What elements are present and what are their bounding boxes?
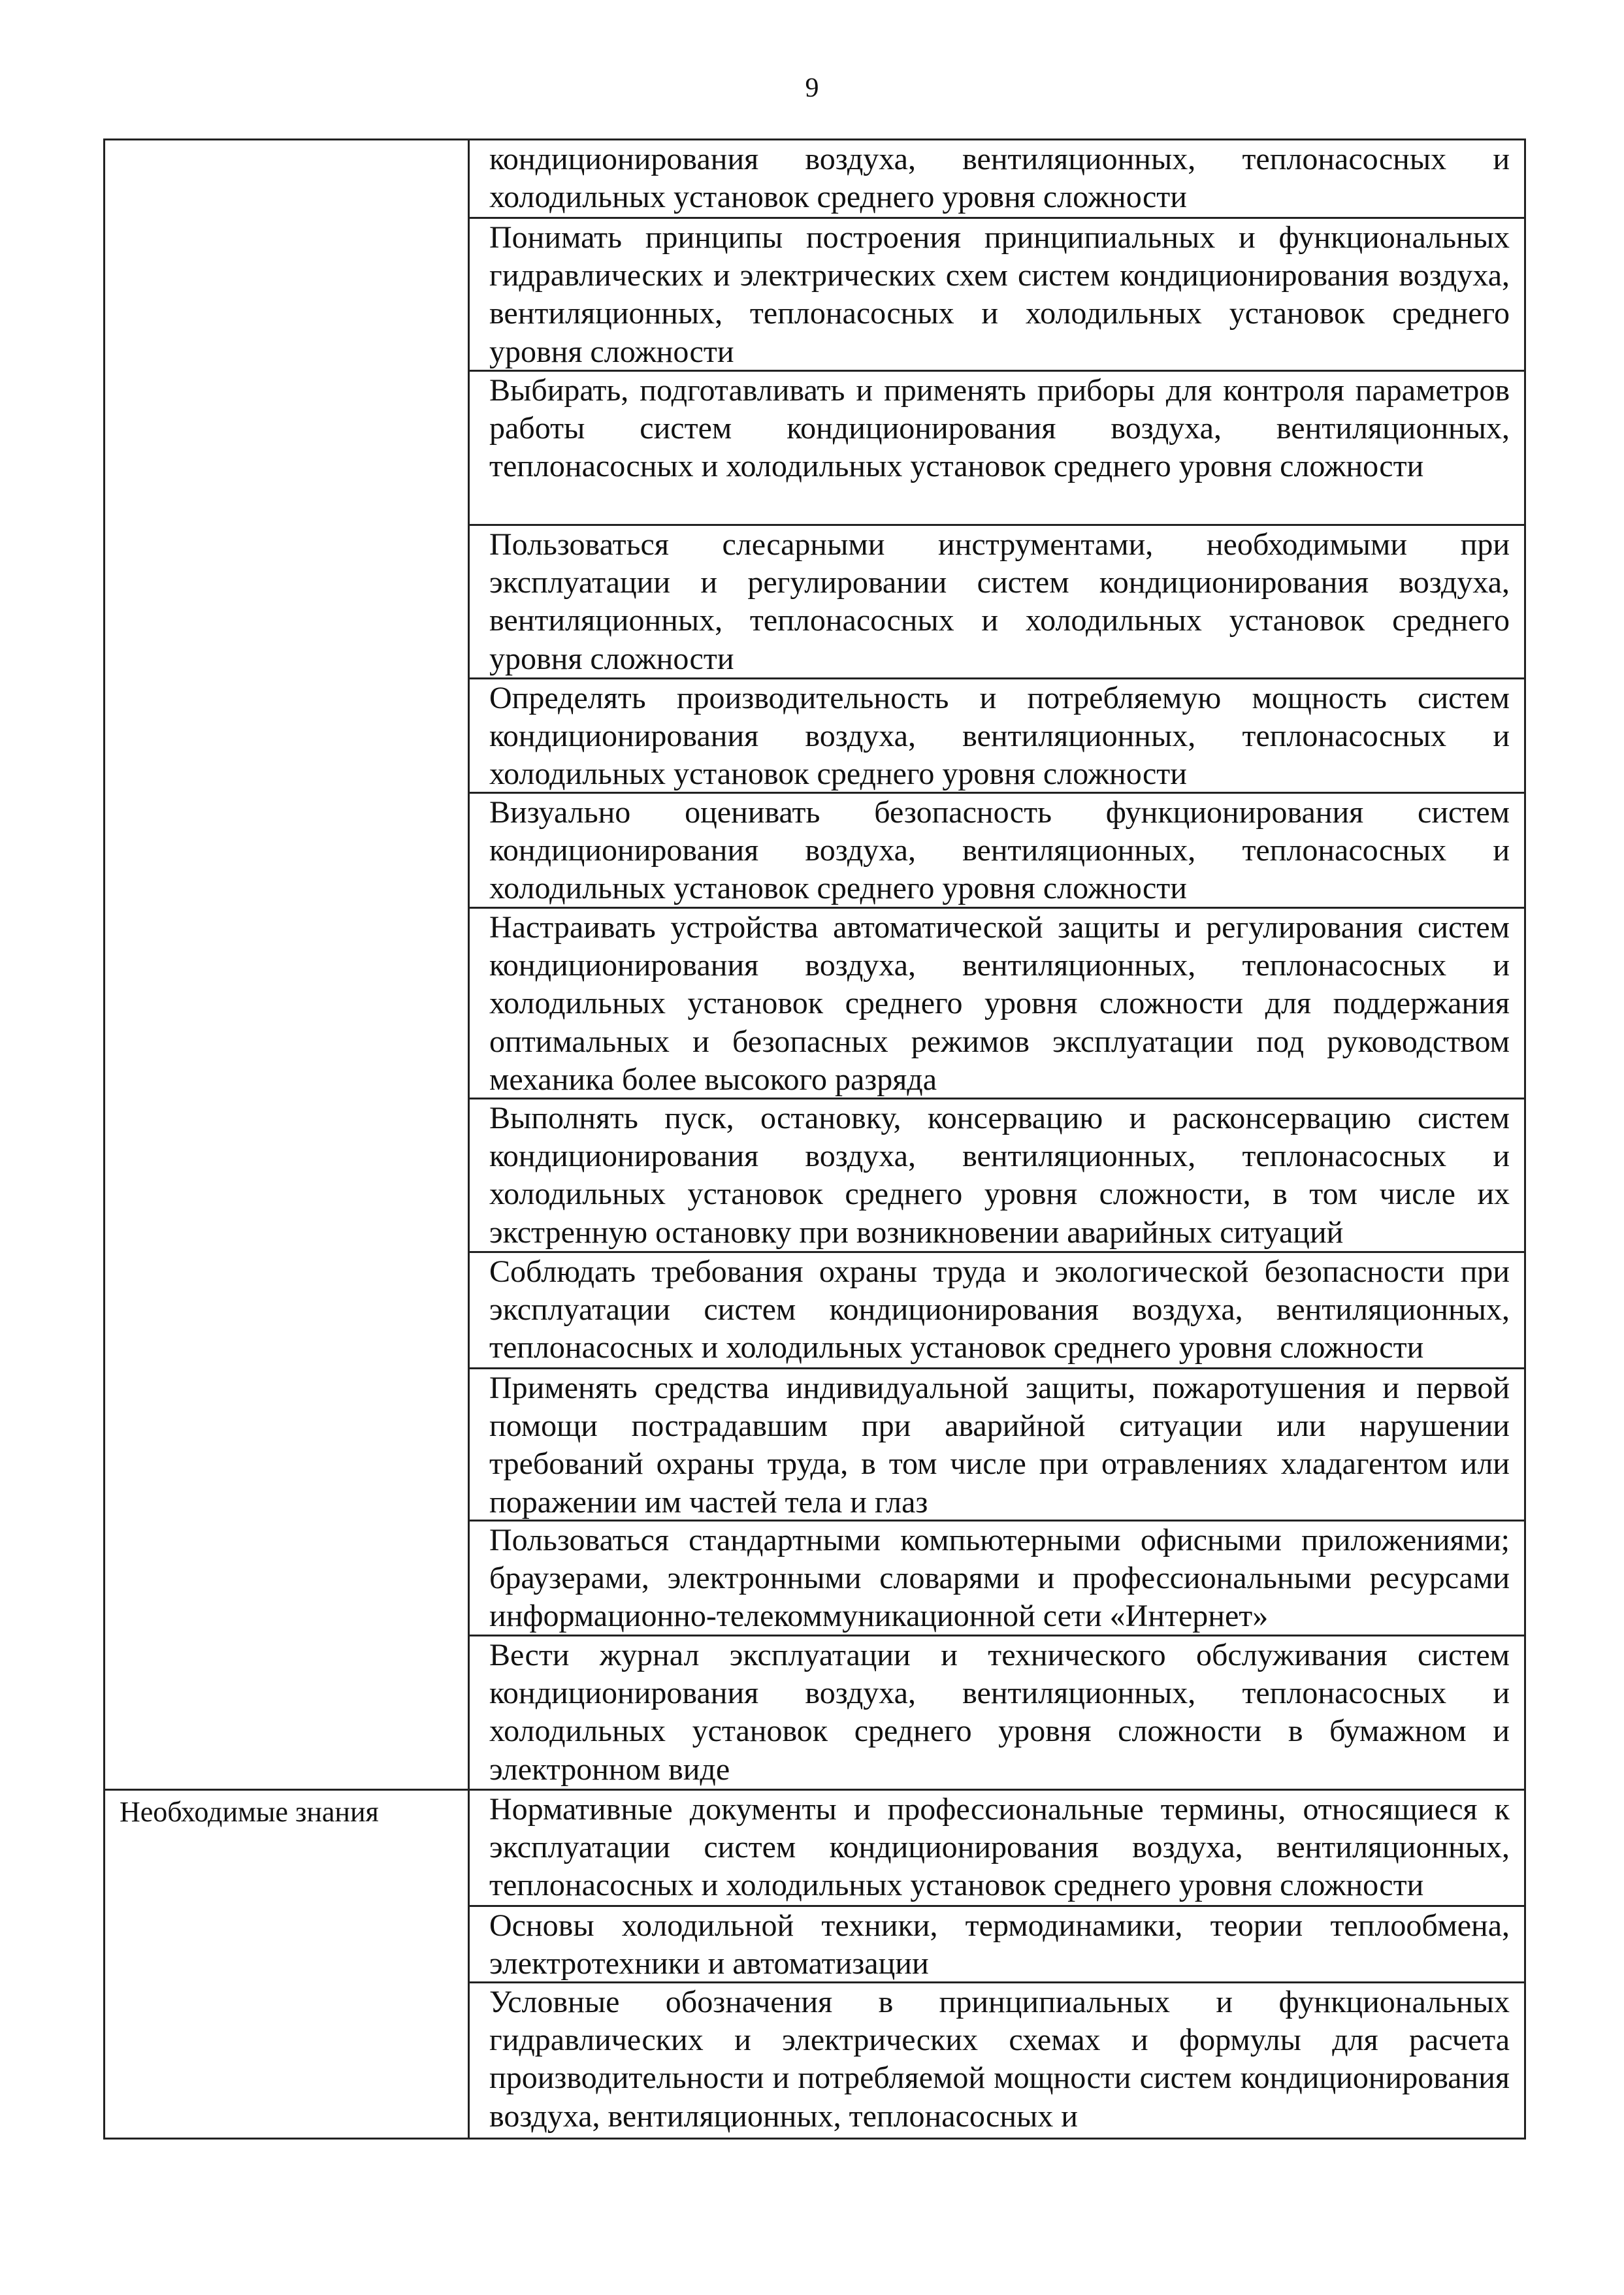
page-number: 9 <box>805 73 819 103</box>
skill-item: Выполнять пуск, остановку, консервацию и расконсервацию систем кондиционирования воздуха, вентиляционных, теплонасосных и холодильных установок среднего уровня сложности, в том числе их экстренную остановку при возникновении аварийных ситуаций <box>470 1099 1524 1253</box>
skills-label-cell <box>105 140 469 1790</box>
knowledge-item: Нормативные документы и профессиональные термины, относящиеся к эксплуатации систем кондиционирования воздуха, вентиляционных, теплонасосных и холодильных установок среднего уровня сложности <box>470 1791 1524 1907</box>
skill-item: Понимать принципы построения принципиальных и функциональных гидравлических и электрических схем систем кондиционирования воздуха, вентиляционных, теплонасосных и холодильных установок среднего уровня сложности <box>470 219 1524 372</box>
skill-item: Применять средства индивидуальной защиты, пожаротушения и первой помощи пострадавшим при аварийной ситуации или нарушении требований охраны труда, в том числе при отравлениях хладагентом или поражении им частей тела и глаз <box>470 1369 1524 1522</box>
skills-items-cell <box>469 140 1525 1790</box>
skill-item: Соблюдать требования охраны труда и экологической безопасности при эксплуатации систем кондиционирования воздуха, вентиляционных, теплонасосных и холодильных установок среднего уровня сложности <box>470 1253 1524 1369</box>
skill-item: Настраивать устройства автоматической защиты и регулирования систем кондиционирования воздуха, вентиляционных, теплонасосных и холодильных установок среднего уровня сложности для поддержания оптимальных и безопасных режимов эксплуатации под руководством механика более высокого разряда <box>470 909 1524 1099</box>
knowledge-items-cell <box>469 1790 1525 2139</box>
competency-table <box>103 138 1526 2140</box>
skill-item: Пользоваться стандартными компьютерными офисными приложениями; браузерами, электронными словарями и профессиональными ресурсами информационно-телекоммуникационной сети «Интернет» <box>470 1522 1524 1636</box>
knowledge-label-cell <box>105 1790 469 2139</box>
skill-item: Вести журнал эксплуатации и технического обслуживания систем кондиционирования воздуха, вентиляционных, теплонасосных и холодильных установок среднего уровня сложности в бумажном и электронном виде <box>489 1638 1510 1787</box>
skill-item: кондиционирования воздуха, вентиляционных, теплонасосных и холодильных установок среднего уровня сложности <box>470 140 1524 219</box>
skill-item: Пользоваться слесарными инструментами, необходимыми при эксплуатации и регулировании систем кондиционирования воздуха, вентиляционных, теплонасосных и холодильных установок среднего уровня сложности <box>470 526 1524 679</box>
skill-item: Выбирать, подготавливать и применять приборы для контроля параметров работы систем кондиционирования воздуха, вентиляционных, теплонасосных и холодильных установок среднего уровня сложности <box>470 372 1524 526</box>
knowledge-label: Необходимые знания <box>120 1796 379 1828</box>
skills-label <box>105 140 468 143</box>
skill-item: Определять производительность и потребляемую мощность систем кондиционирования воздуха, вентиляционных, теплонасосных и холодильных установок среднего уровня сложности <box>470 679 1524 794</box>
knowledge-item: Условные обозначения в принципиальных и функциональных гидравлических и электрических схемах и формулы для расчета производительности и потребляемой мощности систем кондиционирования воздуха, вентиляционных, теплонасосных и <box>489 1985 1510 2134</box>
skill-item: Визуально оценивать безопасность функционирования систем кондиционирования воздуха, вентиляционных, теплонасосных и холодильных установок среднего уровня сложности <box>470 794 1524 909</box>
knowledge-item: Основы холодильной техники, термодинамики, теории теплообмена, электротехники и автоматизации <box>470 1907 1524 1983</box>
knowledge-row <box>105 1790 1525 2139</box>
skills-row <box>105 140 1525 1790</box>
